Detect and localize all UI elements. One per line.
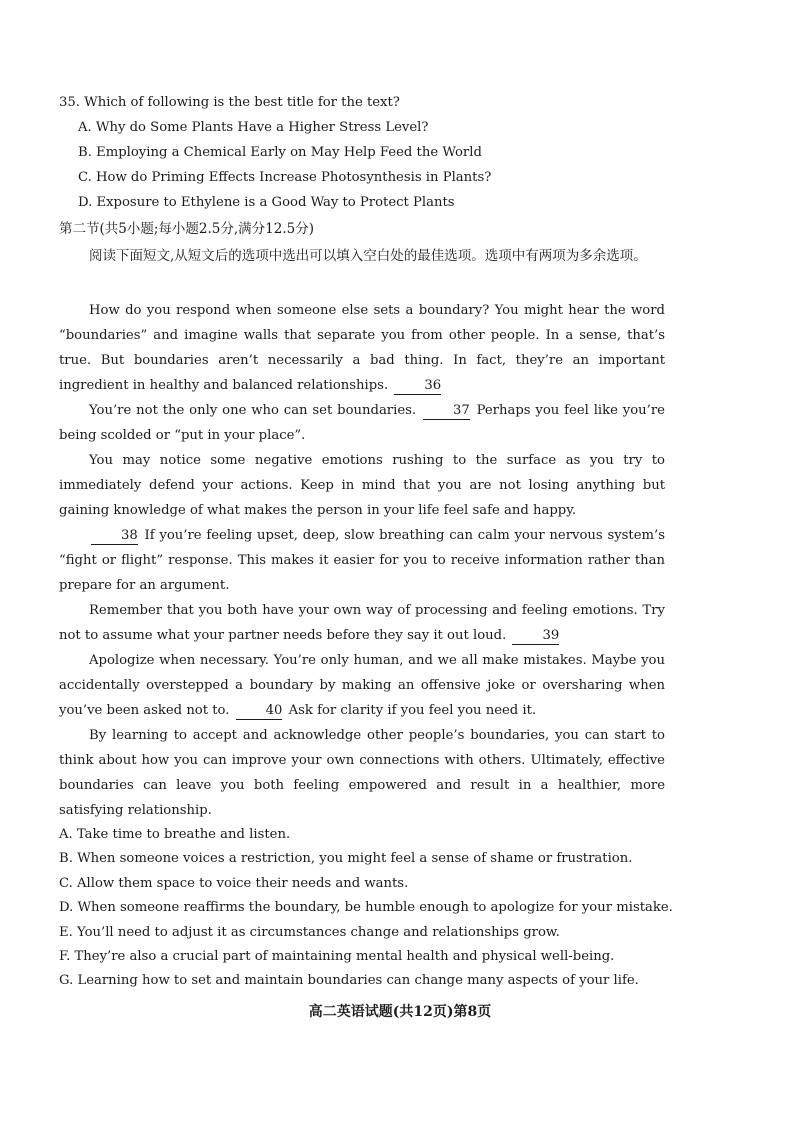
section-2-instructions: 阅读下面短文,从短文后的选项中选出可以填入空白处的最佳选项。选项中有两项为多余选项。 [89, 248, 647, 264]
choice-e: E. You’ll need to adjust it as circumstances change and relationships grow. [59, 924, 560, 940]
paragraph-2: You’re not the only one who can set boundaries. 37 Perhaps you feel like you’re being scolded or “put in your place”. [59, 403, 665, 443]
choice-a: A. Take time to breathe and listen. [59, 827, 291, 842]
choice-d: D. When someone reaffirms the boundary, be humble enough to apologize for your mistake. [59, 900, 673, 916]
paragraph-6: Apologize when necessary. You’re only human, and we all make mistakes. Maybe you accidentally overstepped a boundary by making an offensive joke or oversharing when you’ve been asked not to. 40 Ask for clarity if you feel you need it. [59, 653, 665, 718]
reading-passage [59, 298, 665, 823]
choice-b: B. When someone voices a restriction, you might feel a sense of shame or frustration. [59, 851, 633, 867]
paragraph-5: Remember that you both have your own way of processing and feeling emotions. Try not to assume what your partner needs before they say it out loud. 39 [59, 603, 665, 643]
question-35-option-b: B. Employing a Chemical Early on May Help Feed the World [78, 145, 482, 160]
page-footer: 高二英语试题(共12页)第8页 [308, 1004, 492, 1020]
question-35-option-c: C. How do Priming Effects Increase Photosynthesis in Plants? [78, 170, 492, 185]
question-35-option-d: D. Exposure to Ethylene is a Good Way to Protect Plants [78, 195, 455, 210]
paragraph-3: You may notice some negative emotions rushing to the surface as you try to immediately defend your actions. Keep in mind that you are not losing anything but gaining knowledge of what makes the person in your life feel safe and happy. [59, 453, 665, 518]
choice-c: C. Allow them space to voice their needs and wants. [59, 875, 409, 891]
paragraph-1: How do you respond when someone else sets a boundary? You might hear the word “boundaries” and imagine walls that separate you from other people. In a sense, that’s true. But boundaries aren’t necessarily a bad thing. In fact, they’re an important ingredient in healthy and balanced relationships. 36 [59, 303, 665, 393]
blank-37: 37 [423, 403, 470, 420]
answer-choices [59, 823, 679, 994]
question-35-option-a: A. Why do Some Plants Have a Higher Stress Level? [78, 120, 429, 135]
choice-g: G. Learning how to set and maintain boundaries can change many aspects of your life. [59, 973, 639, 989]
blank-38: 38 [91, 528, 138, 545]
paragraph-7: By learning to accept and acknowledge other people’s boundaries, you can start to think about how you can improve your own connections with others. Ultimately, effective boundaries can leave you both feeling empowered and result in a healthier, more satisfying relationship. [59, 728, 665, 818]
blank-36: 36 [394, 378, 441, 395]
section-2-heading: 第二节(共5小题;每小题2.5分,满分12.5分) [59, 221, 314, 237]
choice-f: F. They’re also a crucial part of maintaining mental health and physical well-being. [59, 949, 615, 965]
blank-39: 39 [512, 628, 559, 645]
blank-40: 40 [236, 703, 283, 720]
question-35-stem: 35. Which of following is the best title for the text? [59, 95, 400, 110]
paragraph-4: 38 If you’re feeling upset, deep, slow breathing can calm your nervous system’s “fight or flight” response. This makes it easier for you to receive information rather than prepare for an argument. [59, 528, 665, 593]
